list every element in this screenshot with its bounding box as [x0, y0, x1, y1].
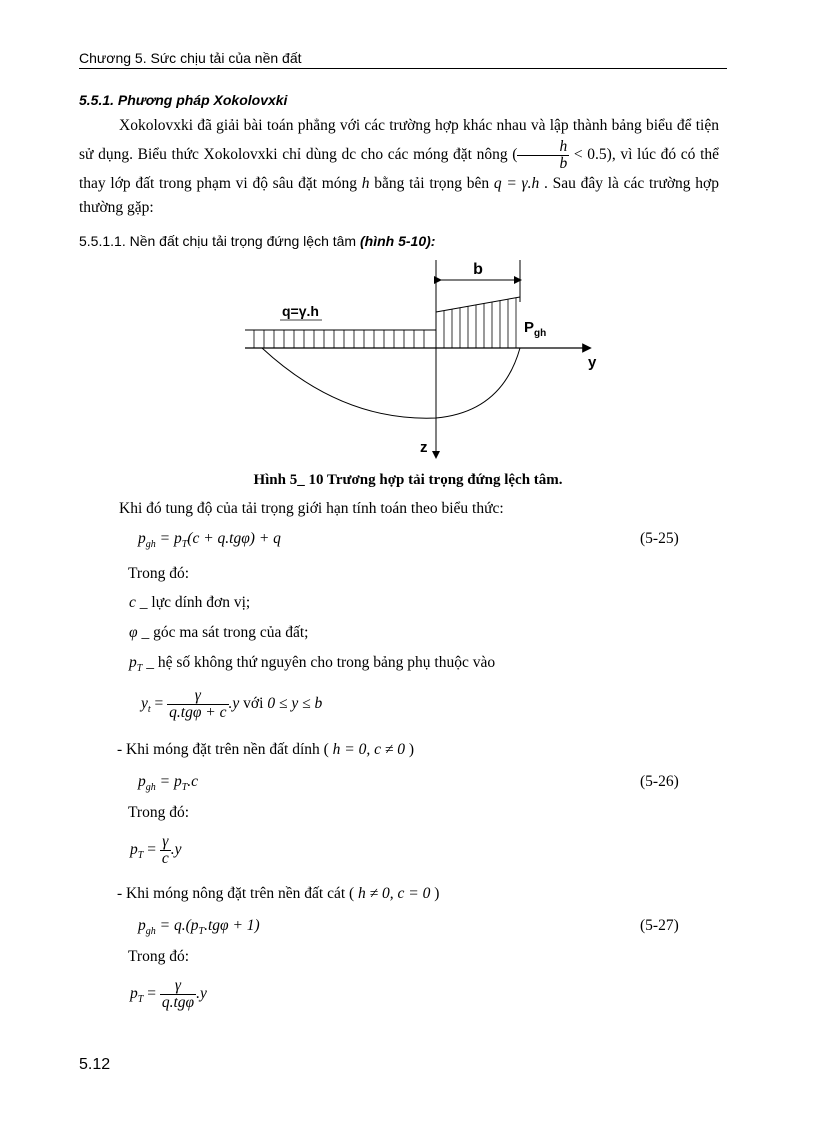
equation-5-27 — [138, 917, 260, 937]
eq27-sub: gh — [145, 926, 156, 938]
label-z: z — [420, 439, 428, 456]
case2-cond: h ≠ 0, c = 0 — [358, 885, 431, 902]
label-y: y — [588, 354, 597, 371]
phi-text: _ góc ma sát trong của đất; — [141, 624, 309, 641]
eq27-sub2: T — [198, 926, 205, 938]
h-over-b-fraction — [517, 139, 569, 172]
eq-number-5-27: (5-27) — [640, 917, 679, 934]
chapter-header: Chương 5. Sức chịu tải của nền đất — [79, 50, 302, 66]
pt-formula-1: $p_T$ = $\frac{\gamma}{c}$ .y — [130, 833, 182, 867]
case1-close: ) — [405, 741, 415, 758]
frac-num: h — [517, 139, 569, 156]
yt-fraction — [167, 688, 228, 721]
pt-definition — [129, 654, 495, 674]
c-symbol: c — [129, 594, 136, 611]
intro-text-4: . Sau đây là các trường hợp thường gặp: — [79, 174, 719, 216]
yt-formula: $y_t$ = $\frac{\gamma}{\text{q.tgφ + c}}$ .y với 0 ≤ y ≤ b — [141, 687, 323, 721]
subsection-text: 5.5.1.1. Nền đất chịu tải trọng đứng lệch tâm — [79, 233, 360, 249]
pt2-fraction — [160, 978, 196, 1011]
pt-symbol: p — [129, 654, 137, 671]
yt-lhs: y — [141, 695, 148, 713]
eq26-sub2: T — [181, 782, 188, 794]
case2-text: - Khi móng nông đặt trên nền đất cát ( — [117, 885, 359, 902]
section-title: 5.5.1. Phương pháp Xokolovxki — [79, 92, 288, 108]
phi-symbol: φ — [129, 624, 138, 641]
where-label-3: Trong đó: — [128, 948, 190, 965]
eq25-rest: (c + q.tgφ) + q — [187, 530, 281, 547]
header-rule — [79, 68, 727, 69]
figure-caption: Hình 5_ 10 Trương hợp tải trọng đứng lệch tâm. — [253, 472, 563, 488]
eq26-lhs: p — [138, 773, 146, 790]
subsection-ref: (hình 5-10): — [359, 233, 436, 249]
frac-den: b — [559, 154, 568, 172]
pt2-sub: T — [137, 994, 144, 1006]
c-definition — [129, 594, 250, 612]
pt1-num: γ — [160, 834, 171, 851]
eq25-rhs: = p — [155, 530, 182, 547]
eq27-rhs: = q.(p — [155, 917, 199, 934]
p-load-top — [436, 297, 520, 312]
page-number: 5.12 — [79, 1056, 111, 1073]
pt1-lhs: p — [130, 841, 138, 859]
pt1-sub: T — [137, 850, 144, 862]
q-load-arrows — [254, 330, 424, 348]
subsection-title — [79, 233, 435, 249]
pt2-num: γ — [160, 978, 196, 995]
c-text: _ lực dính đơn vị; — [139, 594, 251, 611]
yt-sub: t — [147, 704, 151, 716]
case2-close: ) — [430, 885, 440, 902]
label-b: b — [473, 261, 483, 278]
yt-range: 0 ≤ y ≤ b — [267, 695, 323, 713]
eq-number-5-26: (5-26) — [640, 773, 679, 790]
intro-text-2: , vì lúc đó có thể thay lớp đất trong phạm vi độ sâu đặt móng — [79, 145, 720, 192]
yt-with: với — [243, 695, 264, 713]
intro-h: h — [361, 174, 370, 192]
pt1-fraction — [160, 834, 171, 867]
pt2-den: q.tgφ — [161, 994, 195, 1011]
pt-sub: T — [136, 663, 143, 675]
label-pgh-text: P — [524, 319, 535, 336]
p-load-arrows — [444, 298, 516, 348]
pt1-tail: .y — [170, 841, 182, 859]
intro-cond: < 0.5) — [569, 145, 612, 163]
text-intro-eq: Khi đó tung độ của tải trọng giới hạn tính toán theo biểu thức: — [119, 500, 504, 517]
eq27-rest: .tgφ + 1) — [204, 917, 260, 934]
pt2-lhs: p — [130, 985, 138, 1003]
case1-cond: h = 0, c ≠ 0 — [332, 741, 406, 758]
case1-text: - Khi móng đặt trên nền đất dính ( — [117, 741, 333, 758]
eq-number-5-25: (5-25) — [640, 530, 679, 547]
eq26-rest: .c — [187, 773, 199, 790]
label-q: q=γ.h — [282, 303, 319, 319]
eq25-sub: gh — [145, 539, 156, 551]
intro-text-1: Xokolovxki đã giải bài toán phẳng với các trường hợp khác nhau và lập thành bảng biểu để tiện sử dụng. Biểu thức Xokolovxki chỉ dùng dc cho các móng đặt nông ( — [79, 117, 719, 163]
where-label-1: Trong đó: — [128, 565, 190, 582]
label-pgh-sub: gh — [534, 328, 547, 339]
intro-paragraph — [79, 114, 719, 221]
figure-5-10 — [242, 252, 612, 462]
equation-5-26 — [138, 773, 198, 793]
yt-den: q.tgφ + c — [169, 704, 227, 721]
eq27-lhs: p — [138, 917, 146, 934]
pt-formula-2: $p_T$ = $\frac{\gamma}{\text{q.tgφ}}$ .y — [130, 977, 207, 1011]
eq25-lhs: p — [138, 530, 146, 547]
eq26-rhs: = p — [155, 773, 182, 790]
pt1-den: c — [161, 850, 169, 867]
intro-text-3: bằng tải trọng bên — [369, 174, 494, 192]
equation-5-25 — [138, 530, 281, 550]
phi-definition — [129, 624, 308, 642]
slip-surface-curve — [262, 348, 520, 418]
case-sand — [117, 885, 439, 903]
pt2-tail: .y — [196, 985, 207, 1003]
intro-q-eq: q = γ.h — [493, 174, 540, 192]
pt-text: _ hệ số không thứ nguyên cho trong bảng phụ thuộc vào — [146, 654, 496, 671]
yt-tail: .y — [228, 695, 240, 713]
where-label-2: Trong đó: — [128, 804, 190, 821]
eq25-sub2: T — [181, 539, 188, 551]
case-cohesive — [117, 741, 414, 759]
yt-num: γ — [167, 688, 228, 705]
eq26-sub: gh — [145, 782, 156, 794]
label-pgh — [524, 319, 546, 339]
